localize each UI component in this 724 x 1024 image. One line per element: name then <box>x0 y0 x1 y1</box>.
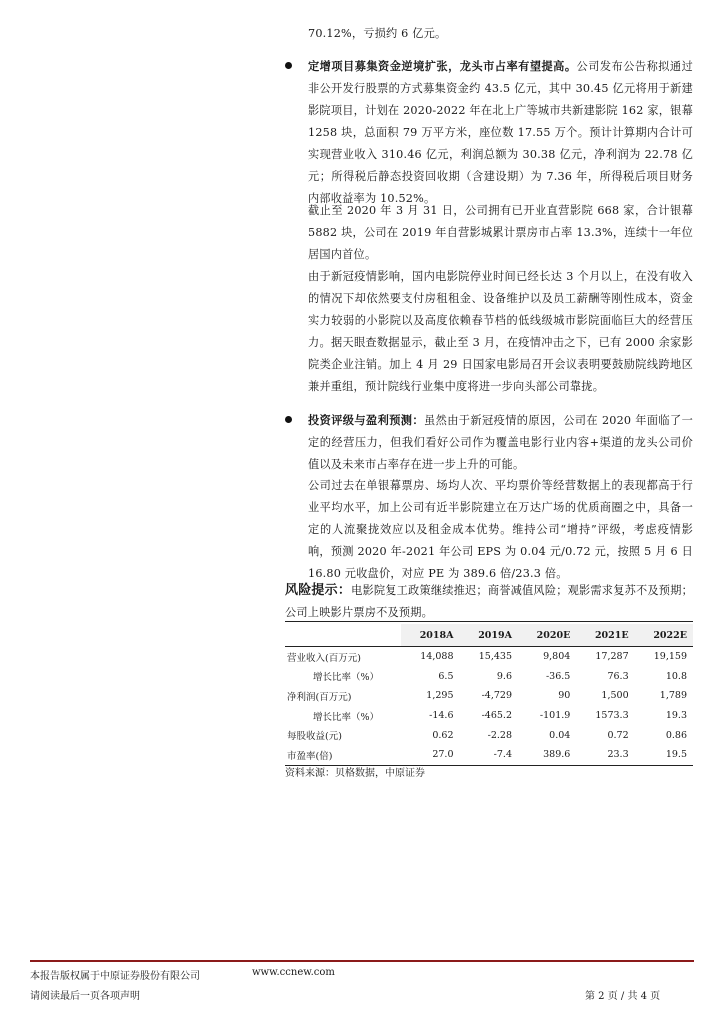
row-label: 营业收入(百万元) <box>287 652 361 664</box>
table-header-row <box>285 624 693 647</box>
table-header-cell: 2020E <box>518 624 576 647</box>
table-cell: 389.6 <box>518 745 576 765</box>
risk-text: 电影院复工政策继续推迟；商誉减值风险；观影需求复苏不及预期；公司上映影片票房不及预期。 <box>285 584 693 619</box>
table-cell: -4,729 <box>481 690 512 702</box>
table-cell: -14.6 <box>429 710 454 722</box>
table-cell: 9.6 <box>496 670 512 682</box>
table-cell: 14,088 <box>420 651 454 663</box>
section2-text: 虽然由于新冠疫情的原因，公司在 2020 年面临了一定的经营压力，但我们看好公司作为覆盖电影行业内容+渠道的龙头公司价值以及未来市占率存在进一步上升的可能。 <box>308 414 693 471</box>
table-cell: 1,789 <box>659 690 687 702</box>
table-cell: 19.3 <box>665 710 687 722</box>
section1-paragraph <box>308 55 693 210</box>
risk-title: 风险提示： <box>285 583 352 598</box>
footer-disclaimer: 请阅读最后一页各项声明 <box>30 991 140 1002</box>
table-header-cell: 2019A <box>460 624 519 647</box>
footer-website[interactable]: www.ccnew.com <box>252 967 335 978</box>
table-source: 资料来源：贝格数据，中原证券 <box>285 768 425 779</box>
table-cell: 90 <box>558 690 571 702</box>
row-label: 增长比率（%） <box>313 672 380 684</box>
table-cell: 19.5 <box>635 745 693 765</box>
bullet-icon <box>285 62 292 69</box>
table-cell: -2.28 <box>487 729 512 741</box>
table-cell: 27.0 <box>401 745 460 765</box>
bullet-icon <box>285 416 292 423</box>
table-cell: -101.9 <box>539 710 571 722</box>
table-cell: -7.4 <box>460 745 519 765</box>
section1-para3: 由于新冠疫情影响，国内电影院停业时间已经长达 3 个月以上，在没有收入的情况下却依然要支付房租租金、设备维护以及员工薪酬等刚性成本，资金实力较弱的小影院以及高度依赖春节档的低线级城市影院面临巨大的经营压力。据天眼查数据显示，截止至 3 月，在疫情冲击之下，已有 2000 余家影院类企业注销。加上 4 月 29 日国家电影局召开会议表明要鼓励院线跨地区兼并重组，预计院线行业集中度将进一步向头部公司靠拢。 <box>308 270 693 393</box>
table-cell: 0.72 <box>607 729 629 741</box>
section2-paragraph <box>308 409 693 476</box>
table-cell: 17,287 <box>595 651 629 663</box>
table-cell: 19,159 <box>653 651 687 663</box>
table-cell: 76.3 <box>607 670 629 682</box>
section2-title: 投资评级与盈利预测： <box>308 413 424 427</box>
table-header-cell: 2022E <box>635 624 693 647</box>
row-label: 每股收益(元) <box>287 731 342 743</box>
table-top-rule <box>285 621 693 622</box>
table-header-cell <box>285 624 401 647</box>
table-cell: -465.2 <box>481 710 512 722</box>
section1-title: 定增项目募集资金逆境扩张，龙头市占率有望提高。 <box>308 59 577 73</box>
table-row <box>285 706 693 726</box>
table-cell: 15,435 <box>478 651 512 663</box>
table-cell: 0.62 <box>432 729 454 741</box>
footer-rule <box>30 960 694 962</box>
financial-table <box>285 624 693 766</box>
table-cell: 1573.3 <box>595 710 629 722</box>
table-cell: 9,804 <box>543 651 571 663</box>
row-label: 市盈率(倍) <box>285 745 401 765</box>
table-cell: 6.5 <box>438 670 454 682</box>
table-cell: 0.86 <box>665 729 687 741</box>
table-row <box>285 745 693 765</box>
table-cell: 0.04 <box>549 729 571 741</box>
table-row <box>285 647 693 667</box>
table-row <box>285 667 693 687</box>
section1-text: 公司发布公告称拟通过非公开发行股票的方式募集资金约 43.5 亿元，其中 30.45 亿元将用于新建影院项目，计划在 2020-2022 年在北上广等城市共新建影院 162 家，银幕 1258 块，总面积 79 万平方米，座位数 17.55 万个。预计计算期内合计可实现营业收入 310.46 亿元，利润总额为 30.38 亿元，净利润为 22.78 亿元；所得税后静态投资回收期（含建设期）为 7.36 年，所得税后项目财务内部收益率为 10.52%。 <box>308 60 693 205</box>
section1-para2: 截止至 2020 年 3 月 31 日，公司拥有已开业直营影院 668 家，合计银幕 5882 块，公司在 2019 年自营影城累计票房市占率 13.3%，连续十一年位居国内首位。 <box>308 204 693 261</box>
table-cell: 10.8 <box>665 670 687 682</box>
table-row <box>285 725 693 745</box>
table-cell: 1,500 <box>601 690 629 702</box>
table-header-cell: 2021E <box>576 624 634 647</box>
risk-paragraph <box>285 580 693 624</box>
table-header-cell: 2018A <box>401 624 460 647</box>
footer-copyright: 本报告版权属于中原证券股份有限公司 <box>30 971 200 982</box>
row-label: 增长比率（%） <box>313 711 380 723</box>
table-cell: -36.5 <box>545 670 571 682</box>
row-label: 净利润(百万元) <box>287 691 352 703</box>
table-cell: 1,295 <box>426 690 454 702</box>
table-cell: 23.3 <box>576 745 634 765</box>
intro-tail: 70.12%，亏损约 6 亿元。 <box>308 27 447 40</box>
table-row <box>285 686 693 706</box>
section2-para2: 公司过去在单银幕票房、场均人次、平均票价等经营数据上的表现都高于行业平均水平，加上公司有近半影院建立在万达广场的优质商圈之中，具备一定的人流聚拢效应以及租金成本优势。维持公司“增持”评级，考虑疫情影响，预测 2020 年-2021 年公司 EPS 为 0.04 元/0.72 元，按照 5 月 6 日 16.80 元收盘价，对应 PE 为 389.6 倍/23.3 倍。 <box>308 479 693 580</box>
page-number: 第 2 页 / 共 4 页 <box>585 991 661 1002</box>
